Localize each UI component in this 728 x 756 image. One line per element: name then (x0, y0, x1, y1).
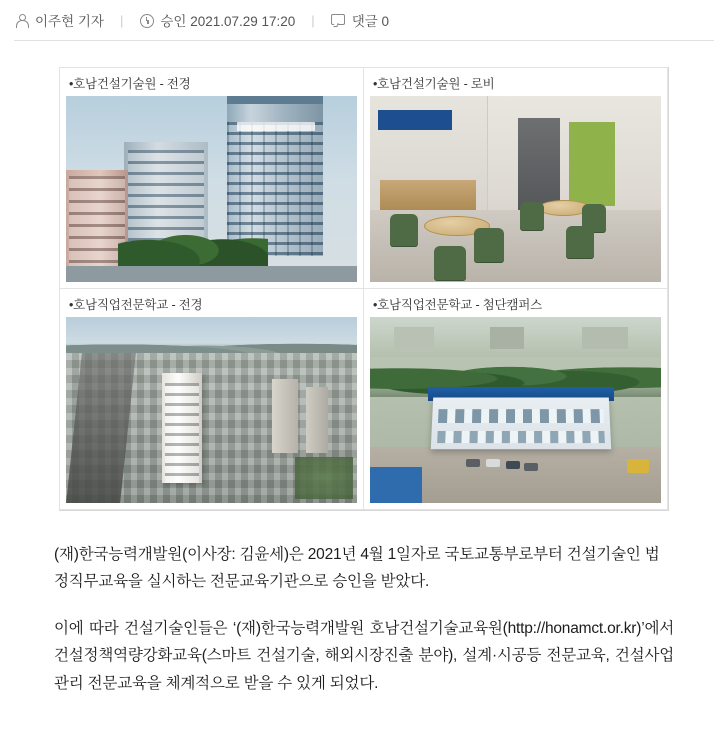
byline-separator-1: | (119, 12, 124, 28)
photo-cell-4 (363, 288, 668, 510)
photo-caption-2: •호남건설기술원 - 로비 (373, 77, 495, 91)
photo-image-3[interactable] (66, 317, 357, 503)
photo-grid (59, 67, 669, 511)
approved-timestamp: 승인 2021.07.29 17:20 (160, 14, 296, 29)
byline-approved (139, 10, 295, 30)
byline-divider (14, 40, 714, 41)
photo-cell-1 (59, 67, 364, 289)
photo-cell-3 (59, 288, 364, 510)
photo-cell-2 (363, 67, 668, 289)
article-paragraph-1: (재)한국능력개발원(이사장: 김윤세)은 2021년 4월 1일자로 국토교통부로부터 건설기술인 법정직무교육을 실시하는 전문교육기관으로 승인을 받았다. (54, 546, 660, 591)
photo-caption-3: •호남직업전문학교 - 전경 (69, 298, 203, 312)
byline-separator-2: | (311, 12, 315, 28)
photo-image-4[interactable] (370, 317, 661, 503)
person-icon (14, 13, 28, 27)
clock-icon (139, 13, 153, 27)
article-body (54, 541, 674, 697)
photo-caption-4: •호남직업전문학교 - 첨단캠퍼스 (373, 298, 543, 312)
photo-image-1[interactable] (66, 96, 357, 282)
byline-comments[interactable] (331, 10, 389, 30)
article-byline (0, 0, 728, 40)
article-paragraph-2: 이에 따라 건설기술인들은 ‘(재)한국능력개발원 호남건설기술교육원(http://honamct.or.kr)’에서 건설정책역량강화교육(스마트 건설기술, 해외시장진출 분야), 설계·시공등 전문교육, 건설사업관리 전문교육을 체계적으로 받을 수 있게 되었다. (54, 620, 674, 692)
comment-count-label: 댓글 0 (351, 14, 390, 29)
byline-author (14, 10, 104, 30)
author-name: 이주현 기자 (35, 14, 104, 29)
photo-image-2[interactable] (370, 96, 661, 282)
comment-icon (331, 13, 345, 27)
photo-caption-1: •호남건설기술원 - 전경 (69, 77, 191, 91)
